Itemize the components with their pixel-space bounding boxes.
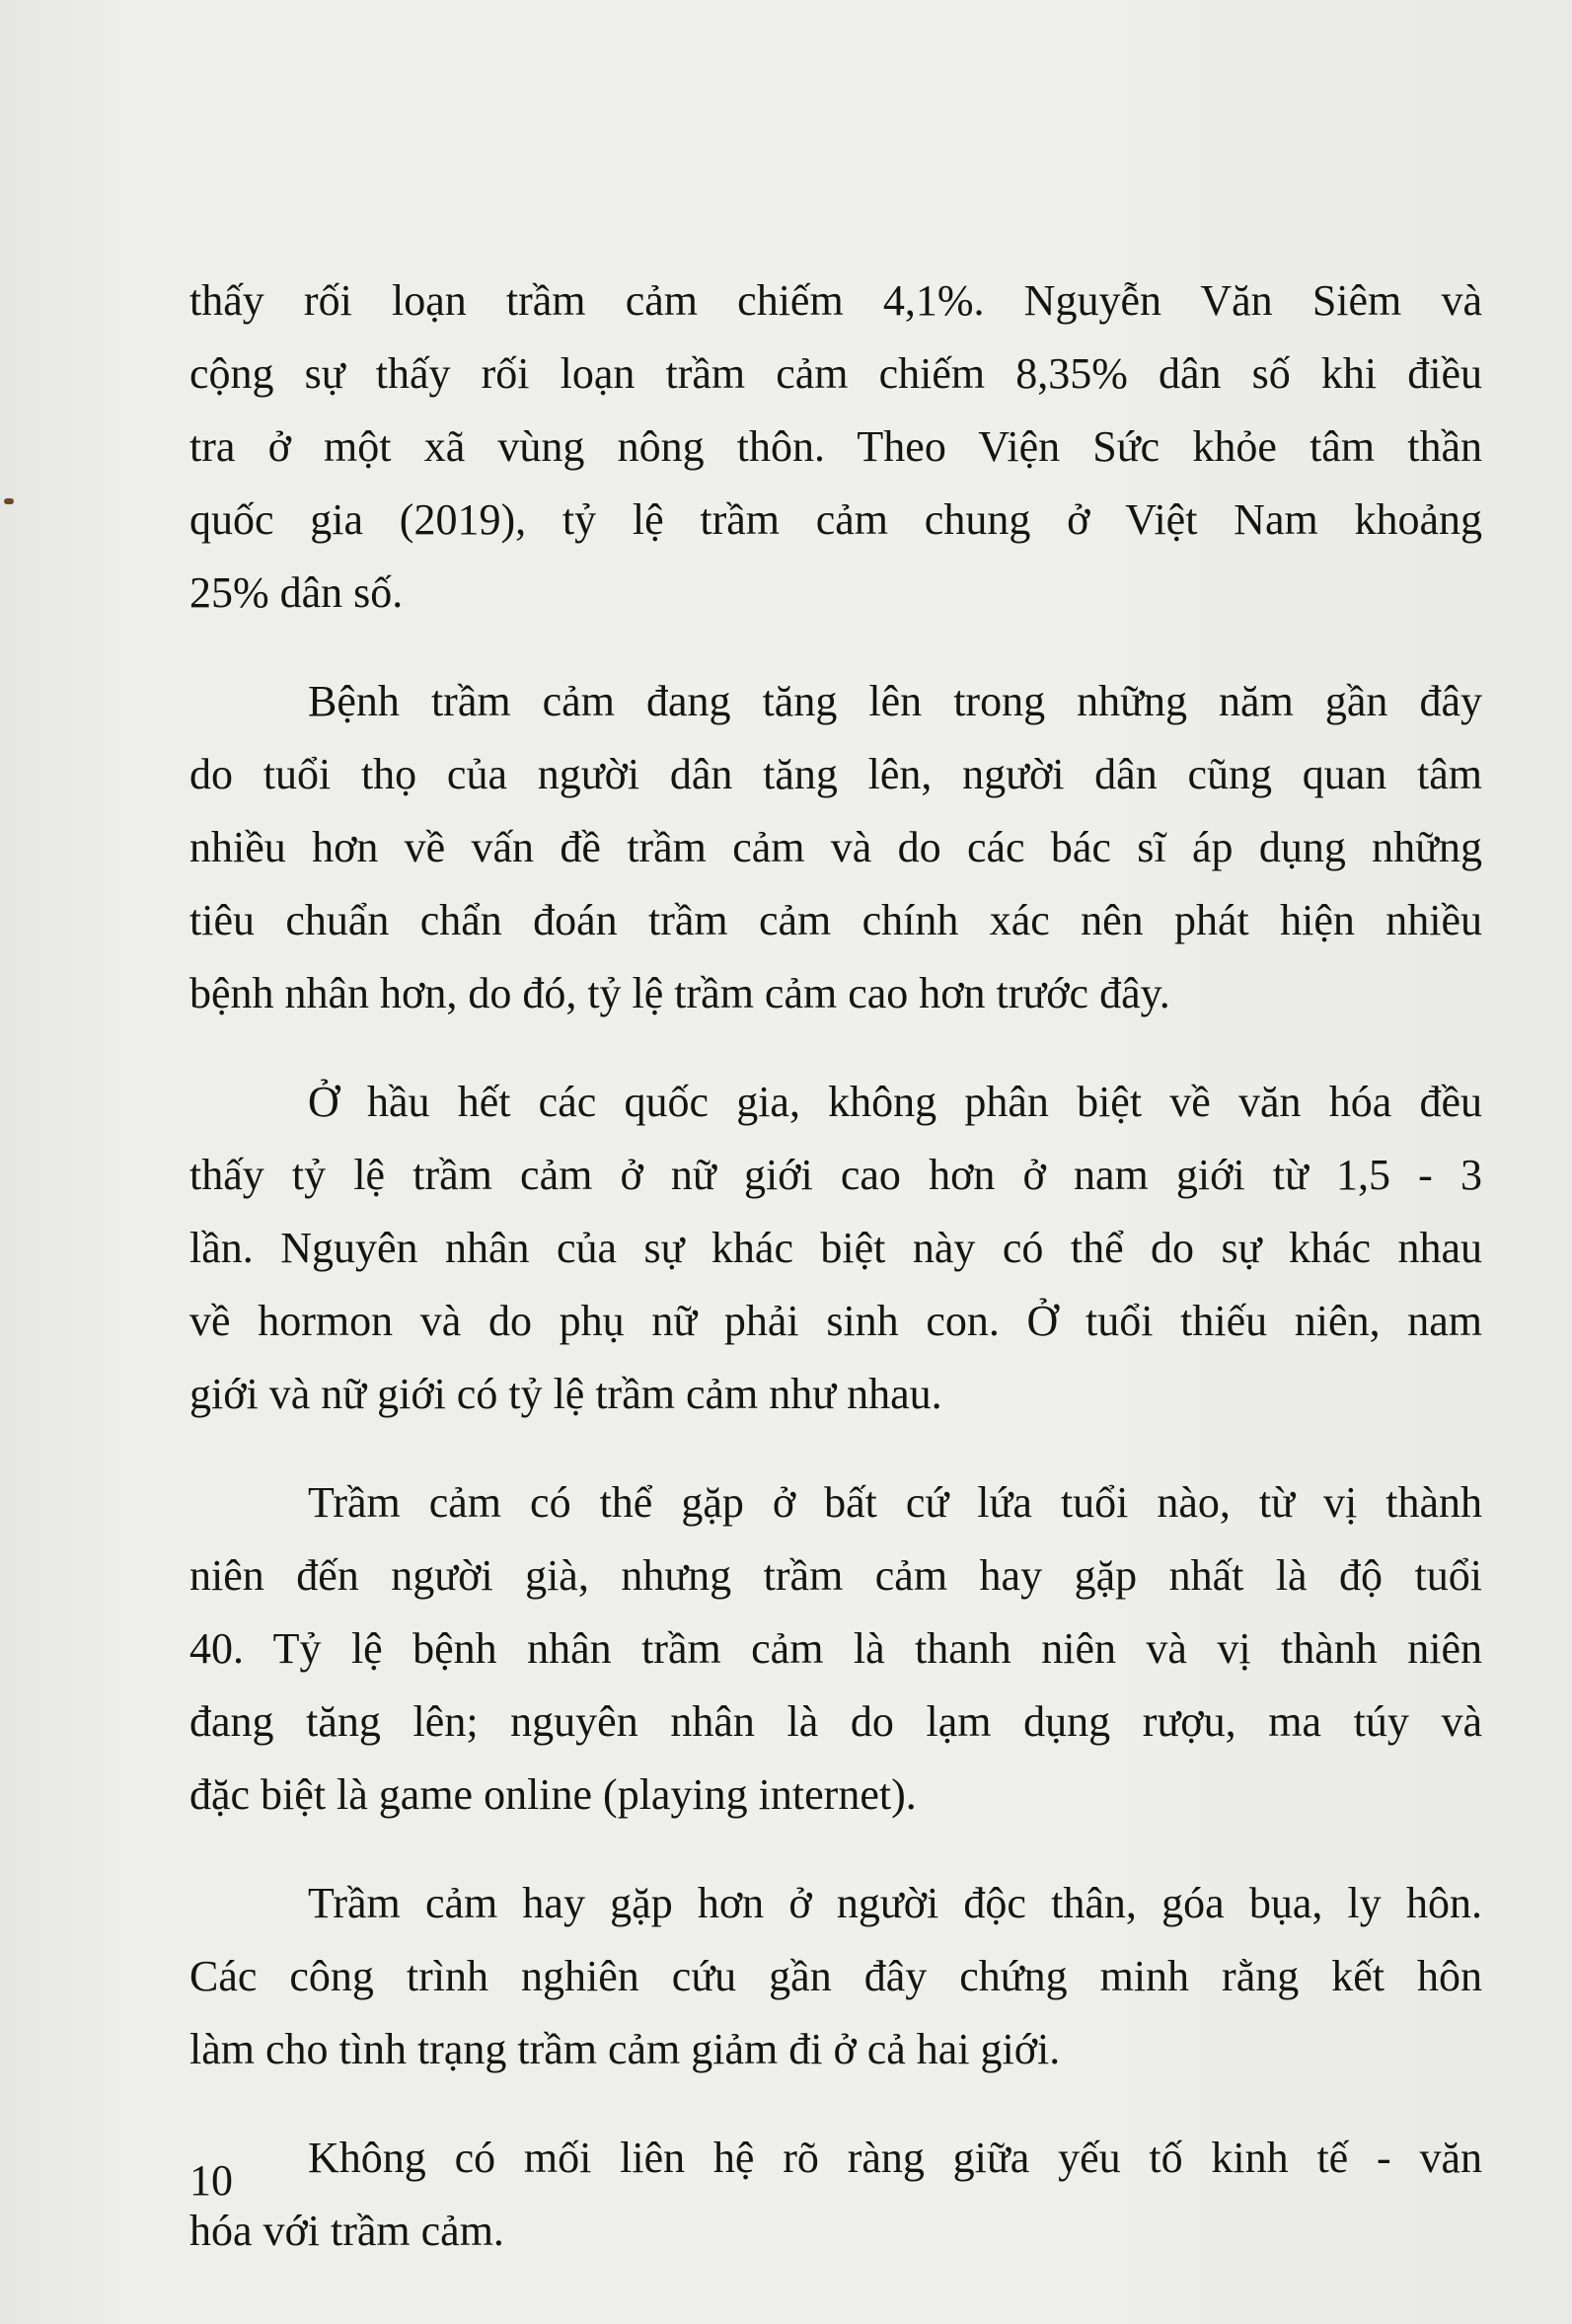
text-line: quốc gia (2019), tỷ lệ trầm cảm chung ở Việt Nam khoảng: [189, 495, 1482, 544]
text-line: về hormon và do phụ nữ phải sinh con. Ở tuổi thiếu niên, nam: [189, 1297, 1482, 1345]
paragraph-5: [189, 1867, 1482, 2086]
text-line: thấy tỷ lệ trầm cảm ở nữ giới cao hơn ở nam giới từ 1,5 - 3: [189, 1151, 1482, 1199]
text-line: nhiều hơn về vấn đề trầm cảm và do các bác sĩ áp dụng những: [189, 823, 1482, 871]
text-line: do tuổi thọ của người dân tăng lên, người dân cũng quan tâm: [189, 750, 1482, 798]
text-line: Bệnh trầm cảm đang tăng lên trong những năm gần đây: [308, 677, 1482, 725]
text-line: giới và nữ giới có tỷ lệ trầm cảm như nhau.: [189, 1370, 942, 1418]
text-line: Trầm cảm có thể gặp ở bất cứ lứa tuổi nào, từ vị thành: [308, 1478, 1482, 1527]
body-text: [189, 264, 1482, 2303]
text-line: 25% dân số.: [189, 568, 404, 617]
paragraph-6: [189, 2122, 1482, 2268]
text-line: làm cho tình trạng trầm cảm giảm đi ở cả hai giới.: [189, 2025, 1061, 2073]
paragraph-1: [189, 264, 1482, 630]
text-line: Không có mối liên hệ rõ ràng giữa yếu tố kinh tế - văn: [308, 2134, 1482, 2182]
paragraph-2: [189, 665, 1482, 1030]
paragraph-3: [189, 1066, 1482, 1431]
edge-mark: [4, 498, 14, 504]
text-line: thấy rối loạn trầm cảm chiếm 4,1%. Nguyễn Văn Siêm và: [189, 276, 1482, 325]
text-line: bệnh nhân hơn, do đó, tỷ lệ trầm cảm cao hơn trước đây.: [189, 969, 1170, 1017]
text-line: 40. Tỷ lệ bệnh nhân trầm cảm là thanh niên và vị thành niên: [189, 1624, 1482, 1673]
paragraph-4: [189, 1466, 1482, 1832]
text-line: Các công trình nghiên cứu gần đây chứng minh rằng kết hôn: [189, 1952, 1482, 2000]
text-line: cộng sự thấy rối loạn trầm cảm chiếm 8,35% dân số khi điều: [189, 349, 1482, 398]
text-line: niên đến người già, nhưng trầm cảm hay gặp nhất là độ tuổi: [189, 1551, 1482, 1600]
page-number: 10: [189, 2156, 233, 2205]
text-line: tra ở một xã vùng nông thôn. Theo Viện Sức khỏe tâm thần: [189, 422, 1482, 471]
text-line: hóa với trầm cảm.: [189, 2207, 504, 2255]
text-line: Ở hầu hết các quốc gia, không phân biệt về văn hóa đều: [308, 1078, 1482, 1126]
text-line: Trầm cảm hay gặp hơn ở người độc thân, góa bụa, ly hôn.: [308, 1879, 1482, 1927]
text-line: đặc biệt là game online (playing internet).: [189, 1770, 917, 1819]
text-line: đang tăng lên; nguyên nhân là do lạm dụng rượu, ma túy và: [189, 1697, 1482, 1746]
text-line: lần. Nguyên nhân của sự khác biệt này có thể do sự khác nhau: [189, 1224, 1482, 1272]
text-line: tiêu chuẩn chẩn đoán trầm cảm chính xác nên phát hiện nhiều: [189, 896, 1482, 944]
